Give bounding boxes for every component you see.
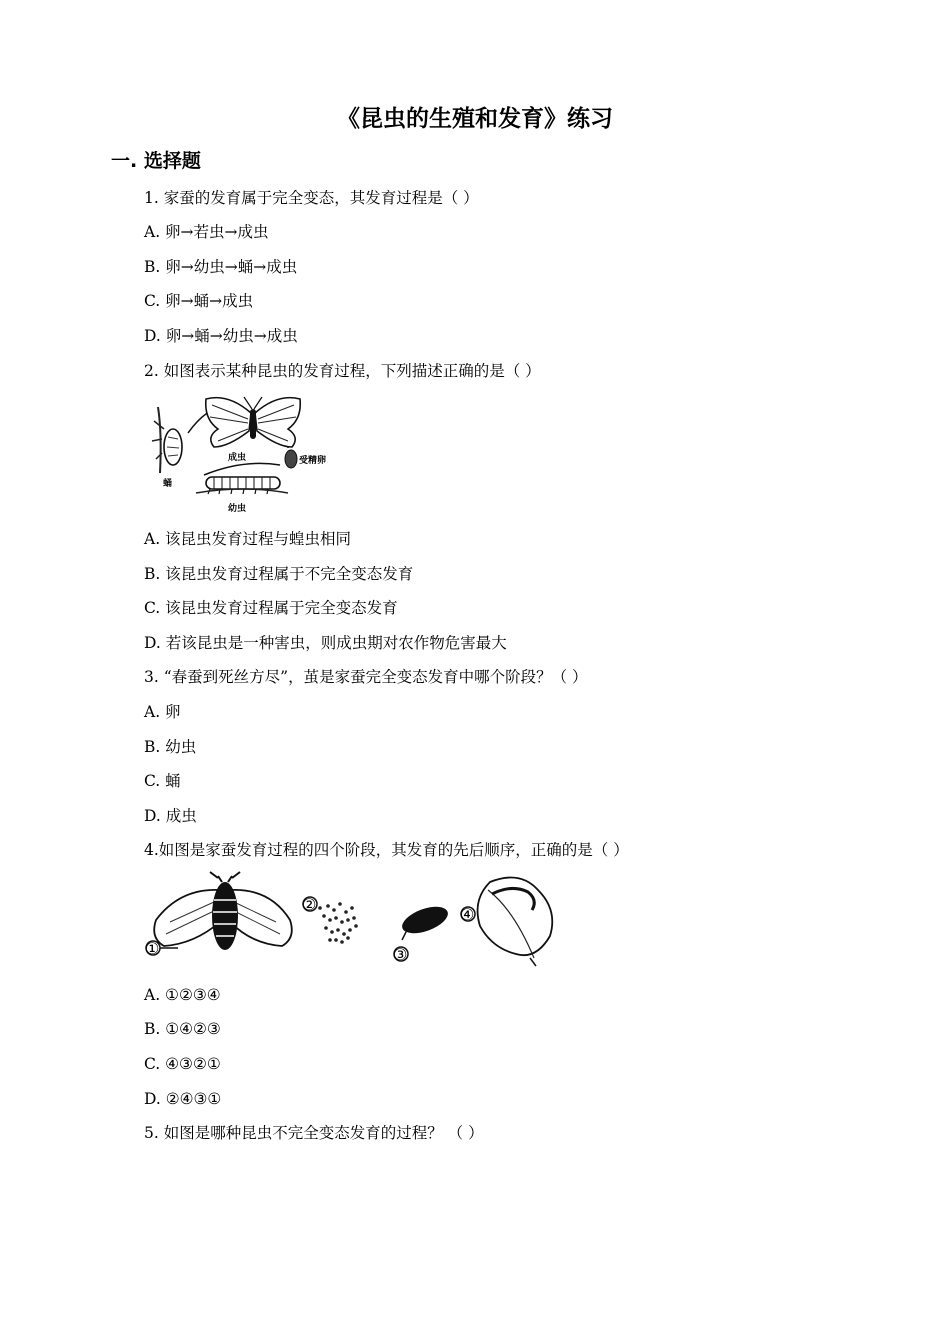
larva-icon <box>196 477 288 494</box>
silkworm-pupa-icon <box>399 901 452 940</box>
question-4-option-b: B. ①④②③ <box>144 1020 221 1038</box>
label-larva: 幼虫 <box>228 504 247 514</box>
question-4-option-a: A. ①②③④ <box>144 986 221 1004</box>
label-egg: 受精卵 <box>299 456 327 466</box>
question-5-stem: 5. 如图是哪种昆虫不完全变态发育的过程？ （ ） <box>144 1124 484 1142</box>
pupa-icon <box>152 407 182 473</box>
question-1-option-c: C. 卵→蛹→成虫 <box>144 292 254 310</box>
egg-icon <box>285 450 297 468</box>
question-4-option-d: D. ②④③① <box>144 1090 222 1108</box>
butterfly-icon <box>206 397 301 447</box>
section-heading: 一. 选择题 <box>111 150 201 172</box>
question-3-option-a: A. 卵 <box>144 703 181 721</box>
question-3-stem: 3. “春蚕到死丝方尽”，茧是家蚕完全变态发育中哪个阶段？（ ） <box>144 668 588 686</box>
question-1-stem: 1. 家蚕的发育属于完全变态，其发育过程是（ ） <box>144 189 479 207</box>
silkworm-larva-on-leaf-icon <box>478 878 553 967</box>
question-3-option-c: C. 蛹 <box>144 772 181 790</box>
label-pupa: 蛹 <box>163 479 173 489</box>
question-3-option-b: B. 幼虫 <box>144 738 197 756</box>
question-1-option-d: D. 卵→蛹→幼虫→成虫 <box>144 327 298 345</box>
question-2-stem: 2. 如图表示某种昆虫的发育过程，下列描述正确的是（ ） <box>144 362 541 380</box>
question-3-option-d: D. 成虫 <box>144 807 197 825</box>
silkworm-eggs-icon <box>318 902 358 944</box>
question-1-option-b: B. 卵→幼虫→蛹→成虫 <box>144 258 298 276</box>
stage-2-label: ② <box>302 895 317 914</box>
silkworm-stages-figure <box>140 870 560 970</box>
question-2-option-c: C. 该昆虫发育过程属于完全变态发育 <box>144 599 398 617</box>
stage-3-label: ③ <box>393 945 408 964</box>
question-2-option-a: A. 该昆虫发育过程与蝗虫相同 <box>144 530 352 548</box>
question-4-option-c: C. ④③②① <box>144 1055 221 1073</box>
question-2-option-b: B. 该昆虫发育过程属于不完全变态发育 <box>144 565 414 583</box>
silkworm-moth-icon <box>154 872 292 950</box>
page-title: 《昆虫的生殖和发育》练习 <box>337 106 613 132</box>
question-2-option-d: D. 若该昆虫是一种害虫，则成虫期对农作物危害最大 <box>144 634 507 652</box>
question-1-option-a: A. 卵→若虫→成虫 <box>144 223 269 241</box>
cycle-arrow-bottom <box>204 463 280 475</box>
stage-4-label: ④ <box>460 905 475 924</box>
label-adult: 成虫 <box>228 453 247 463</box>
question-4-stem: 4.如图是家蚕发育过程的四个阶段，其发育的先后顺序，正确的是（ ） <box>144 841 629 859</box>
butterfly-lifecycle-figure <box>148 393 338 518</box>
stage-1-label: ① <box>145 939 160 958</box>
